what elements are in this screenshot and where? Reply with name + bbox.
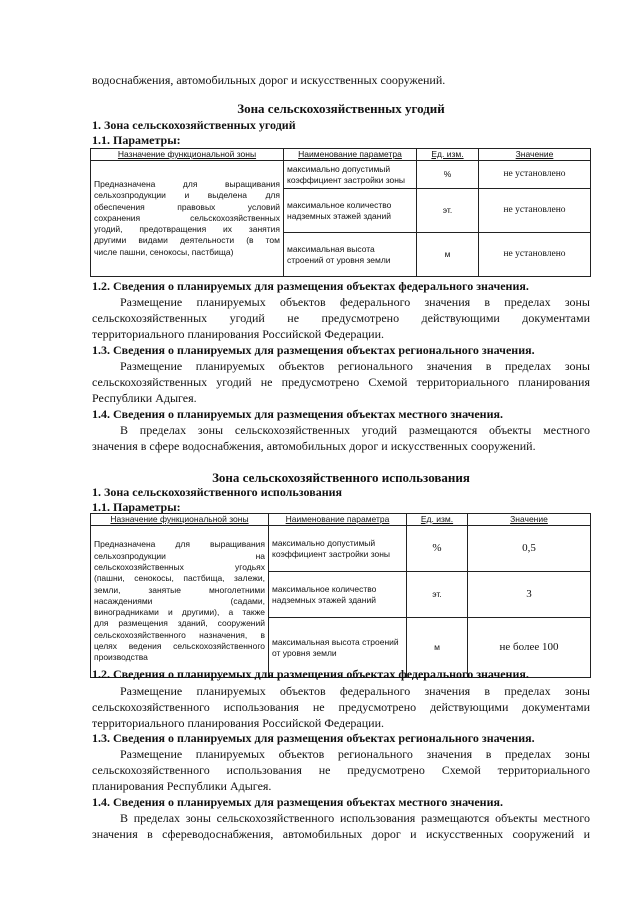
purpose-line: Предназначена для выращивания <box>94 178 280 189</box>
table-header: Значение <box>468 514 591 526</box>
purpose-line: насаждениями (садами, <box>94 595 265 606</box>
zone1-params-table <box>90 148 591 277</box>
zone2-subtitle: 1. Зона сельскохозяйственного использования <box>92 485 343 499</box>
table-header: Значение <box>479 149 591 161</box>
purpose-line: (пашни, сенокосы, пастбища, залежи, <box>94 573 265 584</box>
zone1-s12-line: территориального планирования Российской Федерации. <box>92 327 385 341</box>
param-name: максимальное количество надземных этажей зданий <box>269 572 407 618</box>
purpose-line: обеспечения правовых условий <box>94 201 280 212</box>
purpose-line: сельскохозяйственных угодьях <box>94 561 265 572</box>
table-header: Ед. изм. <box>407 514 468 526</box>
purpose-line: числе пашни, сенокосы, пастбища) <box>94 246 234 257</box>
zone1-s12-line: Размещение планируемых объектов федерального значения в пределах зоны <box>120 295 590 309</box>
zone1-subtitle: 1. Зона сельскохозяйственных угодий <box>92 118 296 132</box>
zone1-s13-heading: 1.3. Сведения о планируемых для размещения объектах регионального значения. <box>92 343 535 357</box>
param-value: 3 <box>468 572 591 618</box>
zone2-s12-line: Размещение планируемых объектов федерального значения в пределах зоны <box>120 684 590 698</box>
param-unit: м <box>407 618 468 678</box>
purpose-line: другими видами деятельности (в том <box>94 235 280 246</box>
param-value: не более 100 <box>468 618 591 678</box>
param-value: не установлено <box>479 189 591 233</box>
purpose-line <box>94 551 265 562</box>
table-header: Ед. изм. <box>417 149 479 161</box>
param-value: не установлено <box>479 161 591 189</box>
zone2-s12-line: сельскохозяйственного использования не предусмотрено действующими документами <box>92 700 590 714</box>
purpose-line: сельхозпродукции и выделена для <box>94 190 280 201</box>
zone1-s14-heading: 1.4. Сведения о планируемых для размещения объектах местного значения. <box>92 407 503 421</box>
param-unit: эт. <box>417 189 479 233</box>
param-unit: эт. <box>407 572 468 618</box>
param-value: 0,5 <box>468 526 591 572</box>
purpose-line: угодий, предотвращения их занятия <box>94 224 280 235</box>
zone1-s13-line: Республики Адыгея. <box>92 391 197 405</box>
zone1-title: Зона сельскохозяйственных угодий <box>237 101 445 116</box>
zone2-s13-line: Размещение планируемых объектов регионального значения в пределах зоны <box>120 747 590 761</box>
purpose-line: для размещения зданий, сооружений <box>94 618 265 629</box>
purpose-line: Предназначена для выращивания <box>94 539 265 550</box>
zone-purpose-cell <box>91 161 284 277</box>
zone2-s13-line: сельскохозяйственного использования не предусмотрено Схемой территориального <box>92 763 590 777</box>
table-header: Назначение функциональной зоны <box>91 514 269 526</box>
table-header: Наименование параметра <box>284 149 417 161</box>
param-name: максимально допустимый коэффициент застройки зоны <box>284 161 417 189</box>
param-unit: % <box>407 526 468 572</box>
purpose-line: сельскохозяйственного назначения, в <box>94 629 265 640</box>
zone2-params-table <box>90 513 591 678</box>
zone2-params-heading: 1.1. Параметры: <box>92 500 181 514</box>
table-header: Назначение функциональной зоны <box>91 149 284 161</box>
purpose-line: сохранения сельскохозяйственных <box>94 212 280 223</box>
table-header: Наименование параметра <box>269 514 407 526</box>
zone1-s14-line: В пределах зоны сельскохозяйственных угодий размещаются объекты местного <box>120 423 590 437</box>
zone1-s12-line: сельскохозяйственных угодий не предусмотрено действующими документами <box>92 311 590 325</box>
zone2-s13-line: планирования Республики Адыгея. <box>92 779 272 793</box>
purpose-line: земли, занятые многолетними <box>94 584 265 595</box>
param-name: максимально допустимый коэффициент застройки зоны <box>269 526 407 572</box>
param-name: максимальная высота строений от уровня земли <box>269 618 407 678</box>
top-line: водоснабжения, автомобильных дорог и искусственных сооружений. <box>92 73 446 87</box>
zone2-s13-heading: 1.3. Сведения о планируемых для размещения объектах регионального значения. <box>92 731 535 745</box>
zone2-title: Зона сельскохозяйственного использования <box>212 470 470 485</box>
param-unit: % <box>417 161 479 189</box>
zone-purpose-cell <box>91 526 269 678</box>
zone1-s14-line: значения в сфере водоснабжения, автомобильных дорог и искусственных сооружений. <box>92 439 536 453</box>
zone2-s12-line: территориального планирования Российской Федерации. <box>92 716 385 730</box>
zone1-s13-line: сельскохозяйственных угодий не предусмотрено Схемой территориального планирования <box>92 375 590 389</box>
purpose-line-text: сельхозпродукции на <box>94 550 265 561</box>
purpose-line: целях ведения сельскохозяйственного <box>94 641 265 652</box>
zone2-s14-line: В пределах зоны сельскохозяйственного использования размещаются объекты местного <box>120 811 590 825</box>
zone1-s13-line: Размещение планируемых объектов регионального значения в пределах зоны <box>120 359 590 373</box>
zone2-s14-heading: 1.4. Сведения о планируемых для размещения объектах местного значения. <box>92 795 503 809</box>
purpose-line: производства <box>94 652 148 663</box>
zone1-params-heading: 1.1. Параметры: <box>92 133 181 147</box>
param-name: максимальное количество надземных этажей зданий <box>284 189 417 233</box>
purpose-line: виноградниками и другими), а также <box>94 607 265 618</box>
zone2-s12-heading: 1.2. Сведения о планируемых для размещения объектах федерального значения. <box>92 667 529 681</box>
param-name: максимальная высота строений от уровня земли <box>284 233 417 277</box>
param-unit: м <box>417 233 479 277</box>
zone2-s14-line: значения в сфереводоснабжения, автомобильных дорог и искусственных сооружений и <box>92 827 590 841</box>
param-value: не установлено <box>479 233 591 277</box>
zone1-s12-heading: 1.2. Сведения о планируемых для размещения объектах федерального значения. <box>92 279 529 293</box>
